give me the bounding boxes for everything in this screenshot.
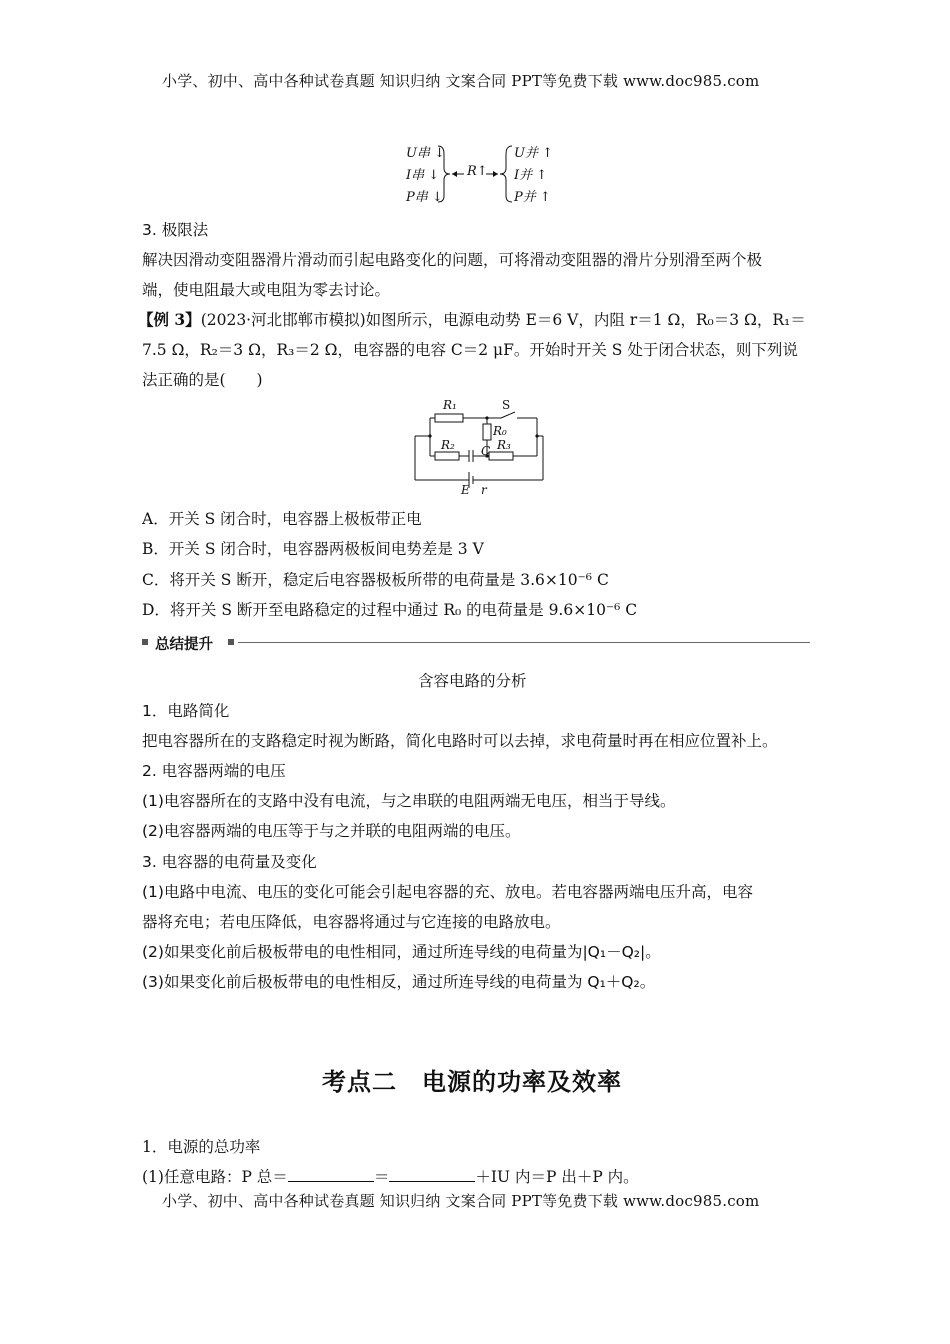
summary-label: 总结提升	[155, 637, 213, 653]
section3-line2: 端，使电阻最大或电阻为零去讨论。	[142, 281, 391, 299]
example3-line1: 【例 3】(2023·河北邯郸市模拟)如图所示，电源电动势 E＝6 V，内阻 r＝1 Ω，R₀＝3 Ω，R₁＝	[138, 310, 806, 329]
summary-p3-a2: 器将充电；若电压降低，电容器将通过与它连接的电路放电。	[142, 913, 561, 931]
label-r3: R₃	[497, 438, 511, 452]
i-parallel: I并 ↑	[514, 168, 548, 183]
summary-title: 含容电路的分析	[418, 672, 527, 690]
option-d: D．将开关 S 断开至电路稳定的过程中通过 R₀ 的电荷量是 9.6×10⁻⁶ C	[142, 601, 638, 619]
circuit-wires	[405, 398, 550, 498]
r-center: R↑	[467, 164, 488, 179]
example3-line3: 法正确的是( )	[142, 371, 263, 389]
kaodian2-title: 考点二 电源的功率及效率	[322, 1067, 622, 1096]
summary-p2-b: (2)电容器两端的电压等于与之并联的电阻两端的电压。	[142, 822, 521, 840]
summary-p2-a: (1)电容器所在的支路中没有电流，与之串联的电阻两端无电压，相当于导线。	[142, 792, 676, 810]
blank-1[interactable]	[288, 1167, 374, 1182]
option-c: C．将开关 S 断开，稳定后电容器极板所带的电荷量是 3.6×10⁻⁶ C	[142, 571, 609, 589]
summary-square-right	[228, 639, 234, 645]
label-r2: R₂	[441, 438, 455, 452]
page-footer: 小学、初中、高中各种试卷真题 知识归纳 文案合同 PPT等免费下载 www.doc985.com	[162, 1192, 760, 1210]
p-series: P串 ↓	[406, 190, 443, 205]
kaodian2-h1: 1．电源的总功率	[142, 1138, 261, 1156]
section3-line1: 解决因滑动变阻器滑片滑动而引起电路变化的问题，可将滑动变阻器的滑片分别滑至两个极	[142, 251, 763, 269]
kaodian2-formula: (1)任意电路：P 总＝ ＝ ＋IU 内＝P 出＋P 内。	[142, 1168, 639, 1186]
u-series: U串 ↓	[406, 146, 446, 161]
summary-p3-a1: (1)电路中电流、电压的变化可能会引起电容器的充、放电。若电容器两端电压升高，电容	[142, 883, 753, 901]
example3-line2: 7.5 Ω，R₂＝3 Ω，R₃＝2 Ω，电容器的电容 C＝2 μF。开始时开关 S 处于闭合状态，则下列说	[142, 341, 798, 359]
label-r1: R₁	[443, 398, 457, 412]
label-s: S	[502, 398, 511, 412]
summary-p3-b: (2)如果变化前后极板带电的电性相同，通过所连导线的电荷量为|Q₁－Q₂|。	[142, 943, 661, 961]
section3-heading: 3. 极限法	[142, 221, 209, 239]
label-r: r	[481, 483, 487, 497]
option-b: B．开关 S 闭合时，电容器两极板间电势差是 3 V	[142, 540, 484, 558]
summary-p1-head: 1．电路简化	[142, 702, 230, 720]
option-a: A．开关 S 闭合时，电容器上极板带正电	[142, 510, 422, 528]
u-parallel: U并 ↑	[514, 146, 554, 161]
label-c: C	[481, 444, 491, 458]
label-e: E	[461, 483, 470, 497]
page-header: 小学、初中、高中各种试卷真题 知识归纳 文案合同 PPT等免费下载 www.doc985.com	[162, 72, 760, 90]
relation-diagram	[400, 140, 560, 208]
example3-tag: 【例 3】	[138, 310, 201, 329]
summary-p1-body: 把电容器所在的支路稳定时视为断路，简化电路时可以去掉，求电荷量时再在相应位置补上。	[142, 732, 778, 750]
summary-p3-head: 3. 电容器的电荷量及变化	[142, 853, 317, 871]
summary-square-left	[142, 639, 148, 645]
blank-2[interactable]	[389, 1167, 475, 1182]
summary-p3-c: (3)如果变化前后极板带电的电性相反，通过所连导线的电荷量为 Q₁＋Q₂。	[142, 973, 656, 991]
label-r0: R₀	[493, 424, 507, 438]
circuit-diagram	[405, 398, 550, 498]
summary-bar	[142, 634, 810, 652]
summary-rule	[238, 642, 810, 643]
i-series: I串 ↓	[406, 168, 440, 183]
p-parallel: P并 ↑	[514, 190, 551, 205]
summary-p2-head: 2. 电容器两端的电压	[142, 762, 286, 780]
